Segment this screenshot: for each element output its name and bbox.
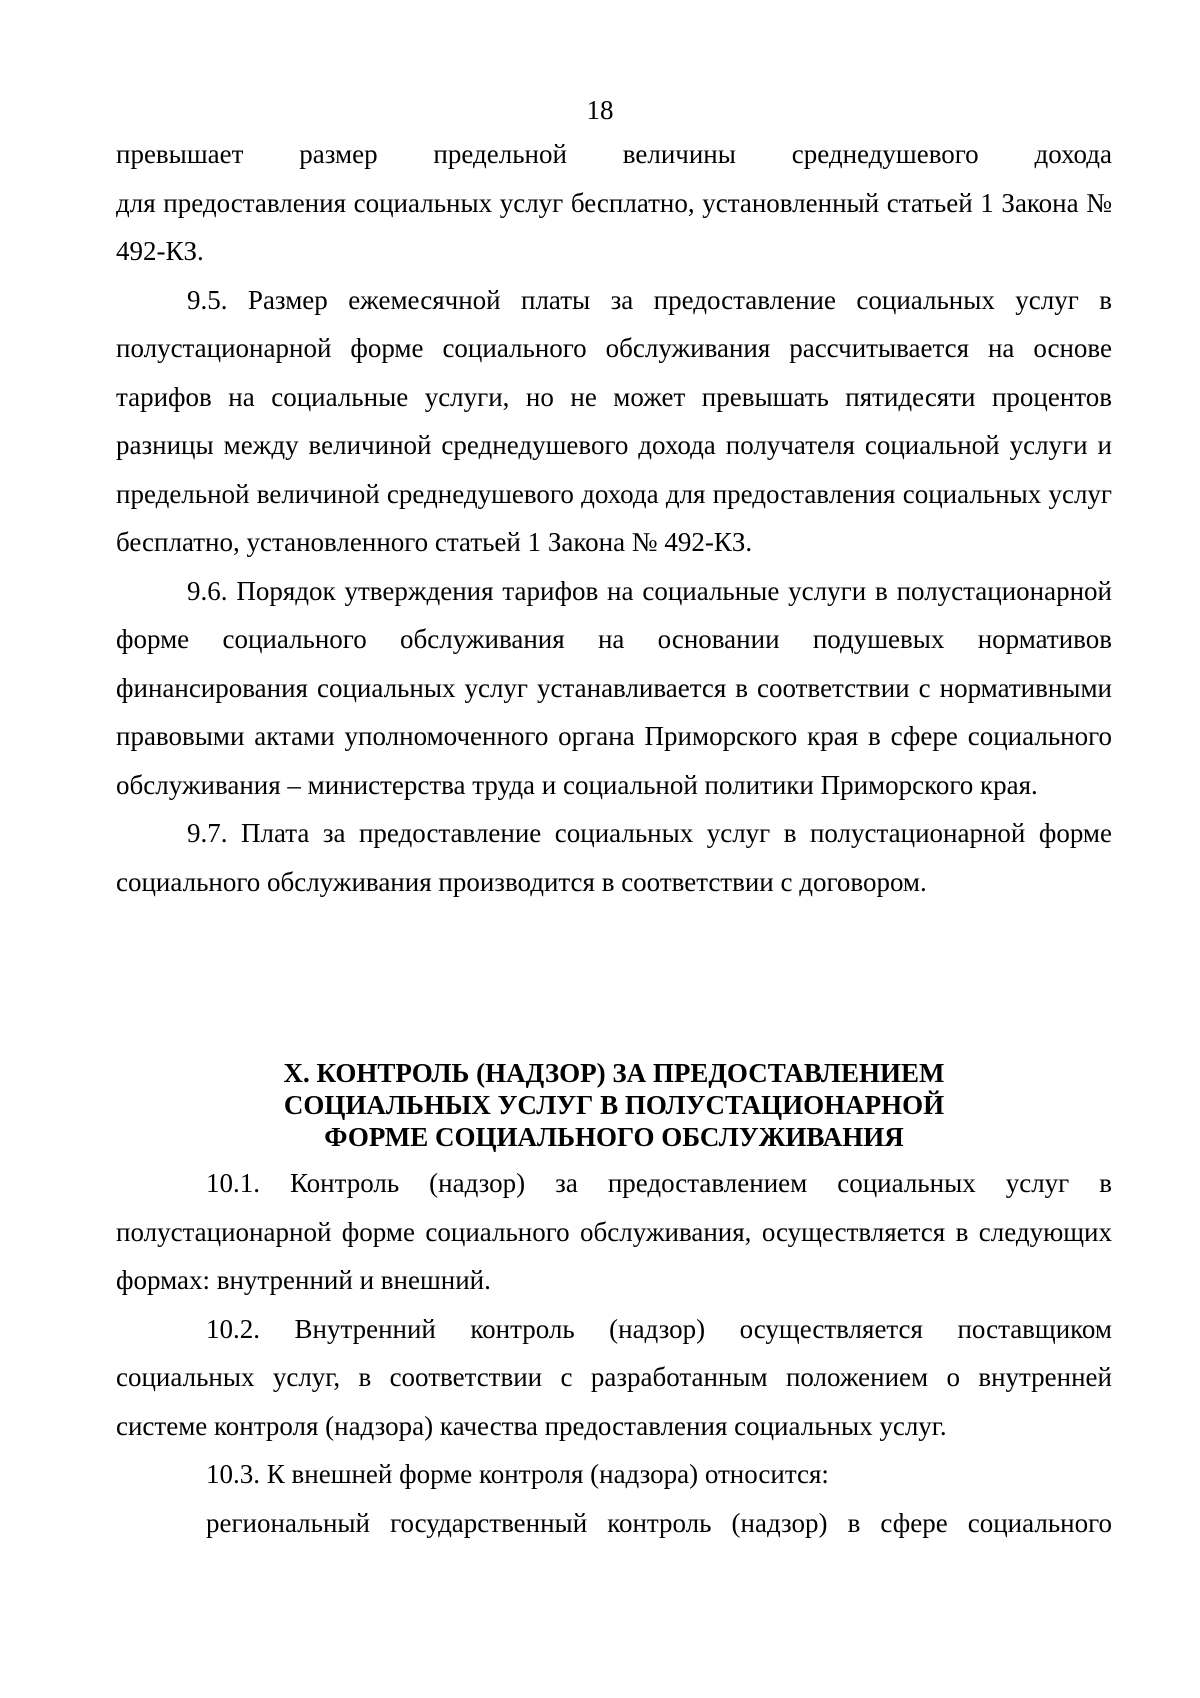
paragraph-10-3: 10.3. К внешней форме контроля (надзора) относится: — [206, 1459, 829, 1489]
paragraph-9-7: 9.7. Плата за предоставление социальных услуг в полустационарной форме социального обслуживания производится в соответствии с договором. — [116, 818, 1112, 897]
paragraph-9-5: 9.5. Размер ежемесячной платы за предоставление социальных услуг в полустационарной форме социального обслуживания рассчитывается на основе тарифов на социальные услуги, но не может превышать пятидесяти процентов разницы между величиной среднедушевого дохода получателя социальной услуги и предельной величиной среднедушевого дохода для предоставления социальных услуг бесплатно, установленного статьей 1 Закона № 492-КЗ. — [116, 284, 1112, 557]
paragraph-list-item: региональный государственный контроль (надзор) в сфере социального — [206, 1507, 1112, 1538]
paragraph-continuation-line1: превышает размер предельной величины среднедушевого дохода — [116, 139, 1112, 169]
section-heading-line1: X. КОНТРОЛЬ (НАДЗОР) ЗА ПРЕДОСТАВЛЕНИЕМ — [283, 1058, 945, 1088]
page-number: 18 — [586, 95, 614, 125]
text-block-top — [116, 130, 1112, 906]
paragraph-10-2: 10.2. Внутренний контроль (надзор) осуществляется поставщиком социальных услуг, в соответствии с разработанным положением о внутренней системе контроля (надзора) качества предоставления социальных услуг. — [116, 1313, 1112, 1441]
text-block-bottom — [116, 1159, 1112, 1547]
section-heading — [116, 1057, 1112, 1153]
paragraph-continuation: для предоставления социальных услуг бесплатно, установленный статьей 1 Закона № 492-КЗ. — [116, 187, 1112, 266]
section-heading-line2: СОЦИАЛЬНЫХ УСЛУГ В ПОЛУСТАЦИОНАРНОЙ — [283, 1090, 945, 1120]
section-heading-line3: ФОРМЕ СОЦИАЛЬНОГО ОБСЛУЖИВАНИЯ — [324, 1122, 904, 1152]
paragraph-10-1: 10.1. Контроль (надзор) за предоставлением социальных услуг в полустационарной форме социального обслуживания, осуществляется в следующих формах: внутренний и внешний. — [116, 1168, 1112, 1295]
paragraph-9-6: 9.6. Порядок утверждения тарифов на социальные услуги в полустационарной форме социального обслуживания на основании подушевых нормативов финансирования социальных услуг устанавливается в соответствии с нормативными правовыми актами уполномоченного органа Приморского края в сфере социального обслуживания – министерства труда и социальной политики Приморского края. — [116, 575, 1112, 800]
